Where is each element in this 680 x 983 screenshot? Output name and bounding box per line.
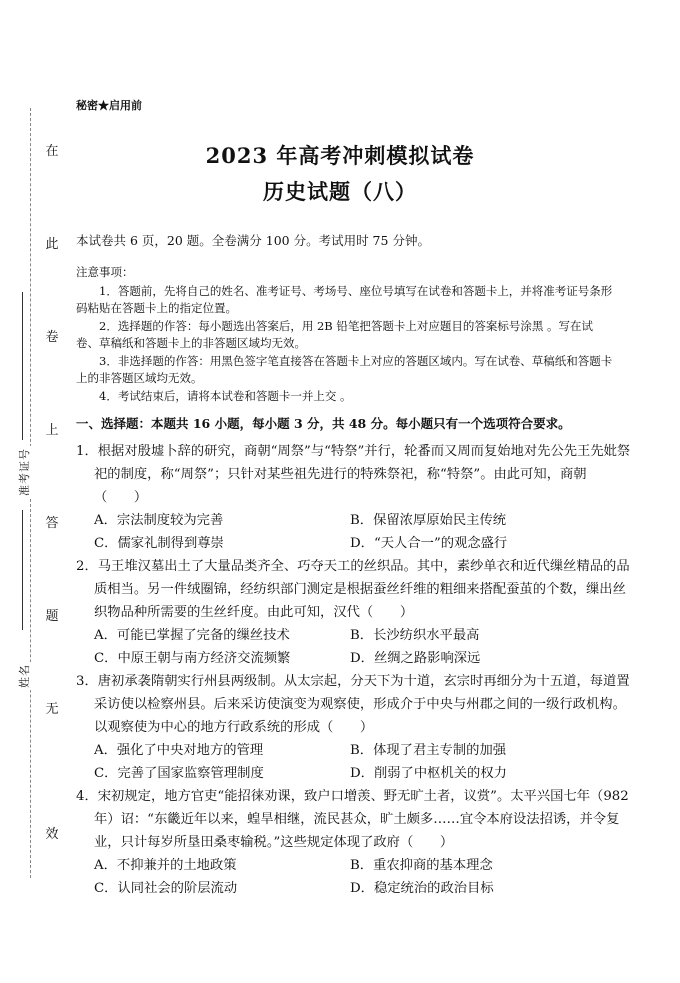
question-stem: 3．唐初承袭隋朝实行州县两级制。从太宗起，分天下为十道，玄宗时再细分为十五道，每道置采访使以检察州县。后来采访使演变为观察使，形成介于中央与州郡之间的一级行政机构。以观察使为中心的地方行政系统的形成（ ） [76,674,630,735]
notice-item: 3．非选择题的作答：用黑色签字笔直接答在答题卡上对应的答题区域内。写在试卷、草稿纸和答题卡上的非答题区域均无效。 [76,353,613,385]
binding-char: 在 [44,140,60,159]
question [76,555,632,670]
binding-char: 此 [44,233,60,252]
option: A．可能已掌握了完备的缫丝技术 [94,628,290,643]
exam-title: 2023 年高考冲刺模拟试卷 [205,143,475,168]
option: A．宗法制度较为完善 [94,513,224,528]
notice-item: 1．答题前，先将自己的姓名、准考证号、考场号、座位号填写在试卷和答题卡上，并将准考证号条形码粘贴在答题卡上的指定位置。 [76,283,613,315]
question-options [76,624,632,670]
question-options [76,739,632,785]
option: C．完善了国家监察管理制度 [94,766,264,781]
exam-number-line [22,292,23,440]
notice-block [76,264,616,405]
option: D．稳定统治的政治目标 [350,881,494,896]
binding-char: 答 [44,512,60,531]
option: B．长沙纺织水平最高 [350,628,480,643]
binding-char: 卷 [44,326,60,345]
section-title: 一、选择题：本题共 16 小题，每小题 3 分，共 48 分。每小题只有一个选项符合要求。 [76,416,571,431]
notice-item: 2．选择题的作答：每小题选出答案后，用 2B 铅笔把答题卡上对应题目的答案标号涂黑 。写在试卷、草稿纸和答题卡上的非答题区域均无效。 [76,318,594,350]
question-options [76,854,632,900]
question-stem: 1．根据对殷墟卜辞的研究，商朝“周祭”与“特祭”并行，轮番而又周而复始地对先公先王先妣祭祀的制度，称“周祭”；只针对某些祖先进行的特殊祭祀，称“特祭”。由此可知，商朝（ ） [76,444,631,505]
name-label: 姓名 [18,664,31,688]
binding-char: 题 [44,605,60,624]
option: C．认同社会的阶层流动 [94,881,238,896]
exam-intro: 本试卷共 6 页，20 题。全卷满分 100 分。考试用时 75 分钟。 [76,233,430,248]
option: D．削弱了中枢机关的权力 [350,766,507,781]
notice-item: 4．考试结束后，请将本试卷和答题卡一并上交 。 [99,388,352,403]
option: B．重农抑商的基本理念 [350,858,493,873]
question-stem: 2．马王堆汉墓出土了大量品类齐全、巧夺天工的丝织品。其中，素纱单衣和近代缫丝精品的品质相当。另一件绒圈锦，经纺织部门测定是根据蚕丝纤维的粗细来搭配蚕茧的个数，缫出丝织物品种所需要的生丝纤度。由此可知，汉代（ ） [76,559,630,620]
option: D．丝绸之路影响深远 [350,651,481,666]
question [76,670,632,785]
question-options [76,509,632,555]
notice-heading: 注意事项： [76,265,134,279]
binding-char: 上 [44,419,60,438]
binding-char: 效 [44,823,60,842]
option: D．“天人合一”的观念盛行 [350,536,508,551]
question-stem: 4．宋初规定，地方官吏“能招徕劝课，致户口增羡、野无旷土者，议赏”。太平兴国七年（982 年）诏：“东畿近年以来，蝗旱相继，流民甚众，旷土颇多……宜令本府设法招诱，并令复业，只计每岁所垦田桑枣输税。”这些规定体现了政府（ ） [76,789,629,850]
confidential-mark: 秘密★启用前 [76,99,142,112]
question-list [76,440,632,900]
exam-number-label: 准考证号 [18,448,31,496]
option: C．中原王朝与南方经济交流频繁 [94,651,291,666]
question [76,440,632,555]
binding-char: 无 [44,698,60,717]
option: A．强化了中央对地方的管理 [94,743,264,758]
option: B．体现了君主专制的加强 [350,743,507,758]
exam-subtitle: 历史试题（八） [263,179,417,204]
option: B．保留浓厚原始民主传统 [350,513,507,528]
option: A．不抑兼并的土地政策 [94,858,237,873]
option: C．儒家礼制得到尊崇 [94,536,224,551]
question [76,785,632,900]
name-line [22,510,23,630]
